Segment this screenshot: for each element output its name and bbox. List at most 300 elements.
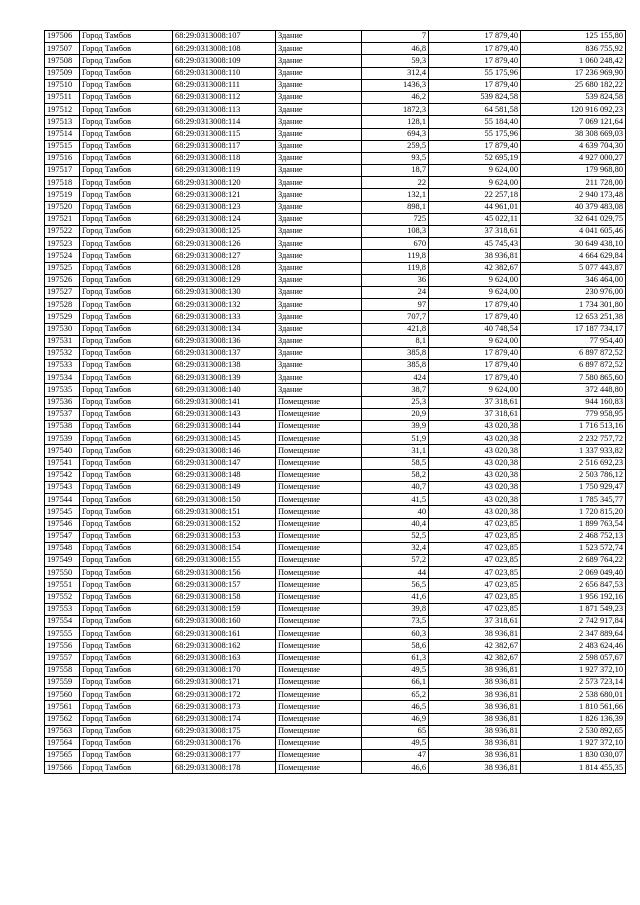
row-number-cell: 197524 xyxy=(45,250,80,262)
table-row xyxy=(45,481,626,493)
cadastral-cost-cell: 12 653 251,38 xyxy=(521,311,626,323)
object-type-cell: Помещение xyxy=(276,676,362,688)
city-cell: Город Тамбов xyxy=(80,213,173,225)
table-row xyxy=(45,689,626,701)
object-type-cell: Здание xyxy=(276,299,362,311)
table-row xyxy=(45,494,626,506)
row-number-cell: 197522 xyxy=(45,226,80,238)
area-cell: 61,3 xyxy=(362,652,429,664)
row-number-cell: 197562 xyxy=(45,713,80,725)
city-cell: Город Тамбов xyxy=(80,542,173,554)
table-row xyxy=(45,238,626,250)
cadastral-number-cell: 68:29:0313008:124 xyxy=(173,213,276,225)
row-number-cell: 197528 xyxy=(45,299,80,311)
unit-price-cell: 9 624,00 xyxy=(429,384,521,396)
object-type-cell: Здание xyxy=(276,201,362,213)
area-cell: 128,1 xyxy=(362,116,429,128)
area-cell: 259,5 xyxy=(362,140,429,152)
cadastral-number-cell: 68:29:0313008:115 xyxy=(173,128,276,140)
cadastral-number-cell: 68:29:0313008:177 xyxy=(173,750,276,762)
cadastral-number-cell: 68:29:0313008:150 xyxy=(173,494,276,506)
table-row xyxy=(45,262,626,274)
city-cell: Город Тамбов xyxy=(80,299,173,311)
unit-price-cell: 17 879,40 xyxy=(429,140,521,152)
row-number-cell: 197541 xyxy=(45,457,80,469)
city-cell: Город Тамбов xyxy=(80,469,173,481)
area-cell: 25,3 xyxy=(362,396,429,408)
row-number-cell: 197555 xyxy=(45,628,80,640)
cadastral-number-cell: 68:29:0313008:148 xyxy=(173,469,276,481)
unit-price-cell: 38 936,81 xyxy=(429,664,521,676)
table-row xyxy=(45,347,626,359)
cadastral-number-cell: 68:29:0313008:178 xyxy=(173,762,276,774)
cadastral-cost-cell: 1 899 763,54 xyxy=(521,518,626,530)
object-type-cell: Помещение xyxy=(276,603,362,615)
object-type-cell: Помещение xyxy=(276,737,362,749)
area-cell: 57,2 xyxy=(362,555,429,567)
unit-price-cell: 52 695,19 xyxy=(429,152,521,164)
area-cell: 108,3 xyxy=(362,226,429,238)
unit-price-cell: 40 748,54 xyxy=(429,323,521,335)
cadastral-number-cell: 68:29:0313008:130 xyxy=(173,286,276,298)
unit-price-cell: 47 023,85 xyxy=(429,518,521,530)
object-type-cell: Помещение xyxy=(276,664,362,676)
cadastral-cost-cell: 1 337 933,82 xyxy=(521,445,626,457)
area-cell: 119,8 xyxy=(362,250,429,262)
unit-price-cell: 43 020,38 xyxy=(429,457,521,469)
city-cell: Город Тамбов xyxy=(80,433,173,445)
row-number-cell: 197556 xyxy=(45,640,80,652)
object-type-cell: Здание xyxy=(276,226,362,238)
cadastral-cost-cell: 6 897 872,52 xyxy=(521,360,626,372)
unit-price-cell: 539 824,58 xyxy=(429,91,521,103)
unit-price-cell: 45 022,11 xyxy=(429,213,521,225)
object-type-cell: Помещение xyxy=(276,481,362,493)
city-cell: Город Тамбов xyxy=(80,591,173,603)
city-cell: Город Тамбов xyxy=(80,457,173,469)
unit-price-cell: 38 936,81 xyxy=(429,628,521,640)
cadastral-number-cell: 68:29:0313008:161 xyxy=(173,628,276,640)
row-number-cell: 197543 xyxy=(45,481,80,493)
cadastral-cost-cell: 2 742 917,84 xyxy=(521,616,626,628)
cadastral-number-cell: 68:29:0313008:176 xyxy=(173,737,276,749)
area-cell: 73,5 xyxy=(362,616,429,628)
table-row xyxy=(45,43,626,55)
city-cell: Город Тамбов xyxy=(80,262,173,274)
cadastral-cost-cell: 1 927 372,10 xyxy=(521,737,626,749)
city-cell: Город Тамбов xyxy=(80,201,173,213)
object-type-cell: Здание xyxy=(276,250,362,262)
object-type-cell: Здание xyxy=(276,165,362,177)
area-cell: 32,4 xyxy=(362,542,429,554)
object-type-cell: Здание xyxy=(276,311,362,323)
cadastral-cost-cell: 539 824,58 xyxy=(521,91,626,103)
city-cell: Город Тамбов xyxy=(80,140,173,152)
row-number-cell: 197527 xyxy=(45,286,80,298)
city-cell: Город Тамбов xyxy=(80,725,173,737)
unit-price-cell: 44 961,01 xyxy=(429,201,521,213)
city-cell: Город Тамбов xyxy=(80,713,173,725)
object-type-cell: Помещение xyxy=(276,445,362,457)
cadastral-number-cell: 68:29:0313008:152 xyxy=(173,518,276,530)
cadastral-number-cell: 68:29:0313008:163 xyxy=(173,652,276,664)
table-row xyxy=(45,140,626,152)
city-cell: Город Тамбов xyxy=(80,408,173,420)
object-type-cell: Помещение xyxy=(276,433,362,445)
city-cell: Город Тамбов xyxy=(80,762,173,774)
area-cell: 52,5 xyxy=(362,530,429,542)
area-cell: 49,5 xyxy=(362,737,429,749)
area-cell: 44 xyxy=(362,567,429,579)
object-type-cell: Здание xyxy=(276,55,362,67)
city-cell: Город Тамбов xyxy=(80,128,173,140)
cadastral-number-cell: 68:29:0313008:111 xyxy=(173,79,276,91)
object-type-cell: Здание xyxy=(276,43,362,55)
cadastral-number-cell: 68:29:0313008:143 xyxy=(173,408,276,420)
row-number-cell: 197510 xyxy=(45,79,80,91)
row-number-cell: 197554 xyxy=(45,616,80,628)
object-type-cell: Здание xyxy=(276,335,362,347)
table-row xyxy=(45,104,626,116)
area-cell: 36 xyxy=(362,274,429,286)
object-type-cell: Помещение xyxy=(276,469,362,481)
unit-price-cell: 43 020,38 xyxy=(429,481,521,493)
table-row xyxy=(45,274,626,286)
city-cell: Город Тамбов xyxy=(80,384,173,396)
city-cell: Город Тамбов xyxy=(80,567,173,579)
table-row xyxy=(45,384,626,396)
unit-price-cell: 45 745,43 xyxy=(429,238,521,250)
object-type-cell: Помещение xyxy=(276,616,362,628)
cadastral-cost-cell: 179 968,80 xyxy=(521,165,626,177)
table-row xyxy=(45,250,626,262)
city-cell: Город Тамбов xyxy=(80,530,173,542)
table-body xyxy=(45,31,626,774)
cadastral-number-cell: 68:29:0313008:120 xyxy=(173,177,276,189)
cadastral-cost-cell: 1 830 030,07 xyxy=(521,750,626,762)
row-number-cell: 197532 xyxy=(45,347,80,359)
row-number-cell: 197530 xyxy=(45,323,80,335)
cadastral-cost-cell: 77 954,40 xyxy=(521,335,626,347)
table-row xyxy=(45,640,626,652)
row-number-cell: 197540 xyxy=(45,445,80,457)
area-cell: 8,1 xyxy=(362,335,429,347)
row-number-cell: 197538 xyxy=(45,421,80,433)
table-row xyxy=(45,518,626,530)
cadastral-number-cell: 68:29:0313008:126 xyxy=(173,238,276,250)
unit-price-cell: 47 023,85 xyxy=(429,567,521,579)
row-number-cell: 197550 xyxy=(45,567,80,579)
row-number-cell: 197525 xyxy=(45,262,80,274)
unit-price-cell: 37 318,61 xyxy=(429,226,521,238)
cadastral-number-cell: 68:29:0313008:149 xyxy=(173,481,276,493)
cadastral-number-cell: 68:29:0313008:127 xyxy=(173,250,276,262)
table-row xyxy=(45,372,626,384)
area-cell: 1436,3 xyxy=(362,79,429,91)
city-cell: Город Тамбов xyxy=(80,481,173,493)
cadastral-number-cell: 68:29:0313008:112 xyxy=(173,91,276,103)
unit-price-cell: 42 382,67 xyxy=(429,652,521,664)
city-cell: Город Тамбов xyxy=(80,55,173,67)
city-cell: Город Тамбов xyxy=(80,640,173,652)
cadastral-number-cell: 68:29:0313008:136 xyxy=(173,335,276,347)
area-cell: 1872,3 xyxy=(362,104,429,116)
row-number-cell: 197533 xyxy=(45,360,80,372)
cadastral-number-cell: 68:29:0313008:107 xyxy=(173,31,276,43)
cadastral-cost-cell: 211 728,00 xyxy=(521,177,626,189)
table-row xyxy=(45,201,626,213)
city-cell: Город Тамбов xyxy=(80,286,173,298)
cadastral-number-cell: 68:29:0313008:129 xyxy=(173,274,276,286)
area-cell: 40,7 xyxy=(362,481,429,493)
row-number-cell: 197548 xyxy=(45,542,80,554)
table-row xyxy=(45,457,626,469)
row-number-cell: 197507 xyxy=(45,43,80,55)
cadastral-cost-cell: 944 160,83 xyxy=(521,396,626,408)
city-cell: Город Тамбов xyxy=(80,421,173,433)
unit-price-cell: 43 020,38 xyxy=(429,469,521,481)
cadastral-cost-cell: 2 530 892,65 xyxy=(521,725,626,737)
table-row xyxy=(45,213,626,225)
object-type-cell: Здание xyxy=(276,384,362,396)
object-type-cell: Здание xyxy=(276,140,362,152)
city-cell: Город Тамбов xyxy=(80,152,173,164)
unit-price-cell: 38 936,81 xyxy=(429,762,521,774)
cadastral-cost-cell: 779 958,95 xyxy=(521,408,626,420)
city-cell: Город Тамбов xyxy=(80,335,173,347)
cadastral-number-cell: 68:29:0313008:113 xyxy=(173,104,276,116)
table-row xyxy=(45,762,626,774)
cadastral-number-cell: 68:29:0313008:158 xyxy=(173,591,276,603)
object-type-cell: Здание xyxy=(276,79,362,91)
object-type-cell: Здание xyxy=(276,274,362,286)
city-cell: Город Тамбов xyxy=(80,116,173,128)
cadastral-number-cell: 68:29:0313008:147 xyxy=(173,457,276,469)
object-type-cell: Помещение xyxy=(276,750,362,762)
table-row xyxy=(45,311,626,323)
table-row xyxy=(45,506,626,518)
object-type-cell: Здание xyxy=(276,262,362,274)
area-cell: 424 xyxy=(362,372,429,384)
city-cell: Город Тамбов xyxy=(80,323,173,335)
area-cell: 41,6 xyxy=(362,591,429,603)
unit-price-cell: 47 023,85 xyxy=(429,591,521,603)
cadastral-number-cell: 68:29:0313008:139 xyxy=(173,372,276,384)
row-number-cell: 197549 xyxy=(45,555,80,567)
unit-price-cell: 37 318,61 xyxy=(429,408,521,420)
object-type-cell: Здание xyxy=(276,104,362,116)
area-cell: 421,8 xyxy=(362,323,429,335)
object-type-cell: Помещение xyxy=(276,713,362,725)
unit-price-cell: 17 879,40 xyxy=(429,311,521,323)
area-cell: 60,3 xyxy=(362,628,429,640)
row-number-cell: 197508 xyxy=(45,55,80,67)
table-row xyxy=(45,128,626,140)
area-cell: 65 xyxy=(362,725,429,737)
cadastral-cost-cell: 1 750 929,47 xyxy=(521,481,626,493)
cadastral-cost-cell: 2 656 847,53 xyxy=(521,579,626,591)
unit-price-cell: 9 624,00 xyxy=(429,286,521,298)
city-cell: Город Тамбов xyxy=(80,311,173,323)
table-row xyxy=(45,725,626,737)
row-number-cell: 197514 xyxy=(45,128,80,140)
object-type-cell: Здание xyxy=(276,91,362,103)
unit-price-cell: 38 936,81 xyxy=(429,676,521,688)
cadastral-cost-cell: 1 810 561,66 xyxy=(521,701,626,713)
unit-price-cell: 38 936,81 xyxy=(429,713,521,725)
cadastral-cost-cell: 2 468 752,13 xyxy=(521,530,626,542)
table-row xyxy=(45,530,626,542)
table-row xyxy=(45,555,626,567)
city-cell: Город Тамбов xyxy=(80,445,173,457)
cadastral-cost-cell: 2 573 723,14 xyxy=(521,676,626,688)
cadastral-cost-cell: 1 523 572,74 xyxy=(521,542,626,554)
table-row xyxy=(45,67,626,79)
area-cell: 898,1 xyxy=(362,201,429,213)
table-row xyxy=(45,79,626,91)
city-cell: Город Тамбов xyxy=(80,250,173,262)
object-type-cell: Здание xyxy=(276,347,362,359)
cadastral-number-cell: 68:29:0313008:110 xyxy=(173,67,276,79)
row-number-cell: 197553 xyxy=(45,603,80,615)
cadastral-number-cell: 68:29:0313008:175 xyxy=(173,725,276,737)
table-row xyxy=(45,652,626,664)
cadastral-cost-cell: 17 236 969,90 xyxy=(521,67,626,79)
row-number-cell: 197560 xyxy=(45,689,80,701)
table-row xyxy=(45,323,626,335)
table-row xyxy=(45,664,626,676)
object-type-cell: Помещение xyxy=(276,555,362,567)
area-cell: 47 xyxy=(362,750,429,762)
row-number-cell: 197516 xyxy=(45,152,80,164)
cadastral-number-cell: 68:29:0313008:154 xyxy=(173,542,276,554)
unit-price-cell: 55 175,96 xyxy=(429,67,521,79)
row-number-cell: 197537 xyxy=(45,408,80,420)
table-row xyxy=(45,396,626,408)
city-cell: Город Тамбов xyxy=(80,750,173,762)
cadastral-cost-cell: 346 464,00 xyxy=(521,274,626,286)
table-row xyxy=(45,542,626,554)
area-cell: 46,9 xyxy=(362,713,429,725)
city-cell: Город Тамбов xyxy=(80,494,173,506)
object-type-cell: Здание xyxy=(276,213,362,225)
table-row xyxy=(45,591,626,603)
city-cell: Город Тамбов xyxy=(80,603,173,615)
object-type-cell: Помещение xyxy=(276,567,362,579)
unit-price-cell: 38 936,81 xyxy=(429,750,521,762)
cadastral-cost-cell: 1 734 301,80 xyxy=(521,299,626,311)
city-cell: Город Тамбов xyxy=(80,31,173,43)
city-cell: Город Тамбов xyxy=(80,616,173,628)
cadastral-cost-cell: 6 897 872,52 xyxy=(521,347,626,359)
table-row xyxy=(45,579,626,591)
row-number-cell: 197519 xyxy=(45,189,80,201)
area-cell: 39,8 xyxy=(362,603,429,615)
cadastral-number-cell: 68:29:0313008:157 xyxy=(173,579,276,591)
area-cell: 46,2 xyxy=(362,91,429,103)
row-number-cell: 197561 xyxy=(45,701,80,713)
table-row xyxy=(45,445,626,457)
area-cell: 132,1 xyxy=(362,189,429,201)
row-number-cell: 197542 xyxy=(45,469,80,481)
table-row xyxy=(45,360,626,372)
object-type-cell: Здание xyxy=(276,372,362,384)
row-number-cell: 197563 xyxy=(45,725,80,737)
unit-price-cell: 9 624,00 xyxy=(429,274,521,286)
object-type-cell: Здание xyxy=(276,177,362,189)
unit-price-cell: 43 020,38 xyxy=(429,494,521,506)
city-cell: Город Тамбов xyxy=(80,67,173,79)
table-row xyxy=(45,299,626,311)
city-cell: Город Тамбов xyxy=(80,226,173,238)
unit-price-cell: 47 023,85 xyxy=(429,542,521,554)
object-type-cell: Здание xyxy=(276,116,362,128)
city-cell: Город Тамбов xyxy=(80,555,173,567)
city-cell: Город Тамбов xyxy=(80,347,173,359)
row-number-cell: 197515 xyxy=(45,140,80,152)
cadastral-cost-cell: 7 580 865,60 xyxy=(521,372,626,384)
table-row xyxy=(45,628,626,640)
row-number-cell: 197513 xyxy=(45,116,80,128)
cadastral-cost-cell: 4 041 605,46 xyxy=(521,226,626,238)
object-type-cell: Помещение xyxy=(276,762,362,774)
city-cell: Город Тамбов xyxy=(80,189,173,201)
cadastral-cost-cell: 372 448,80 xyxy=(521,384,626,396)
object-type-cell: Помещение xyxy=(276,689,362,701)
cadastral-cost-cell: 4 664 629,84 xyxy=(521,250,626,262)
unit-price-cell: 43 020,38 xyxy=(429,445,521,457)
city-cell: Город Тамбов xyxy=(80,165,173,177)
unit-price-cell: 64 581,58 xyxy=(429,104,521,116)
object-type-cell: Помещение xyxy=(276,591,362,603)
table-row xyxy=(45,737,626,749)
cadastral-cost-cell: 5 077 443,87 xyxy=(521,262,626,274)
cadastral-cost-cell: 2 516 692,23 xyxy=(521,457,626,469)
table-row xyxy=(45,226,626,238)
table-row xyxy=(45,286,626,298)
object-type-cell: Помещение xyxy=(276,506,362,518)
table-row xyxy=(45,616,626,628)
area-cell: 58,2 xyxy=(362,469,429,481)
cadastral-number-cell: 68:29:0313008:162 xyxy=(173,640,276,652)
row-number-cell: 197552 xyxy=(45,591,80,603)
unit-price-cell: 17 879,40 xyxy=(429,43,521,55)
unit-price-cell: 38 936,81 xyxy=(429,250,521,262)
city-cell: Город Тамбов xyxy=(80,79,173,91)
area-cell: 31,1 xyxy=(362,445,429,457)
area-cell: 46,8 xyxy=(362,43,429,55)
row-number-cell: 197546 xyxy=(45,518,80,530)
cadastral-number-cell: 68:29:0313008:146 xyxy=(173,445,276,457)
unit-price-cell: 47 023,85 xyxy=(429,530,521,542)
object-type-cell: Здание xyxy=(276,360,362,372)
city-cell: Город Тамбов xyxy=(80,579,173,591)
cadastral-number-cell: 68:29:0313008:117 xyxy=(173,140,276,152)
city-cell: Город Тамбов xyxy=(80,177,173,189)
cadastral-cost-cell: 1 826 136,39 xyxy=(521,713,626,725)
row-number-cell: 197559 xyxy=(45,676,80,688)
object-type-cell: Здание xyxy=(276,31,362,43)
object-type-cell: Помещение xyxy=(276,396,362,408)
area-cell: 725 xyxy=(362,213,429,225)
cadastral-number-cell: 68:29:0313008:151 xyxy=(173,506,276,518)
cadastral-cost-cell: 125 155,80 xyxy=(521,31,626,43)
row-number-cell: 197517 xyxy=(45,165,80,177)
city-cell: Город Тамбов xyxy=(80,274,173,286)
row-number-cell: 197557 xyxy=(45,652,80,664)
row-number-cell: 197518 xyxy=(45,177,80,189)
area-cell: 93,5 xyxy=(362,152,429,164)
